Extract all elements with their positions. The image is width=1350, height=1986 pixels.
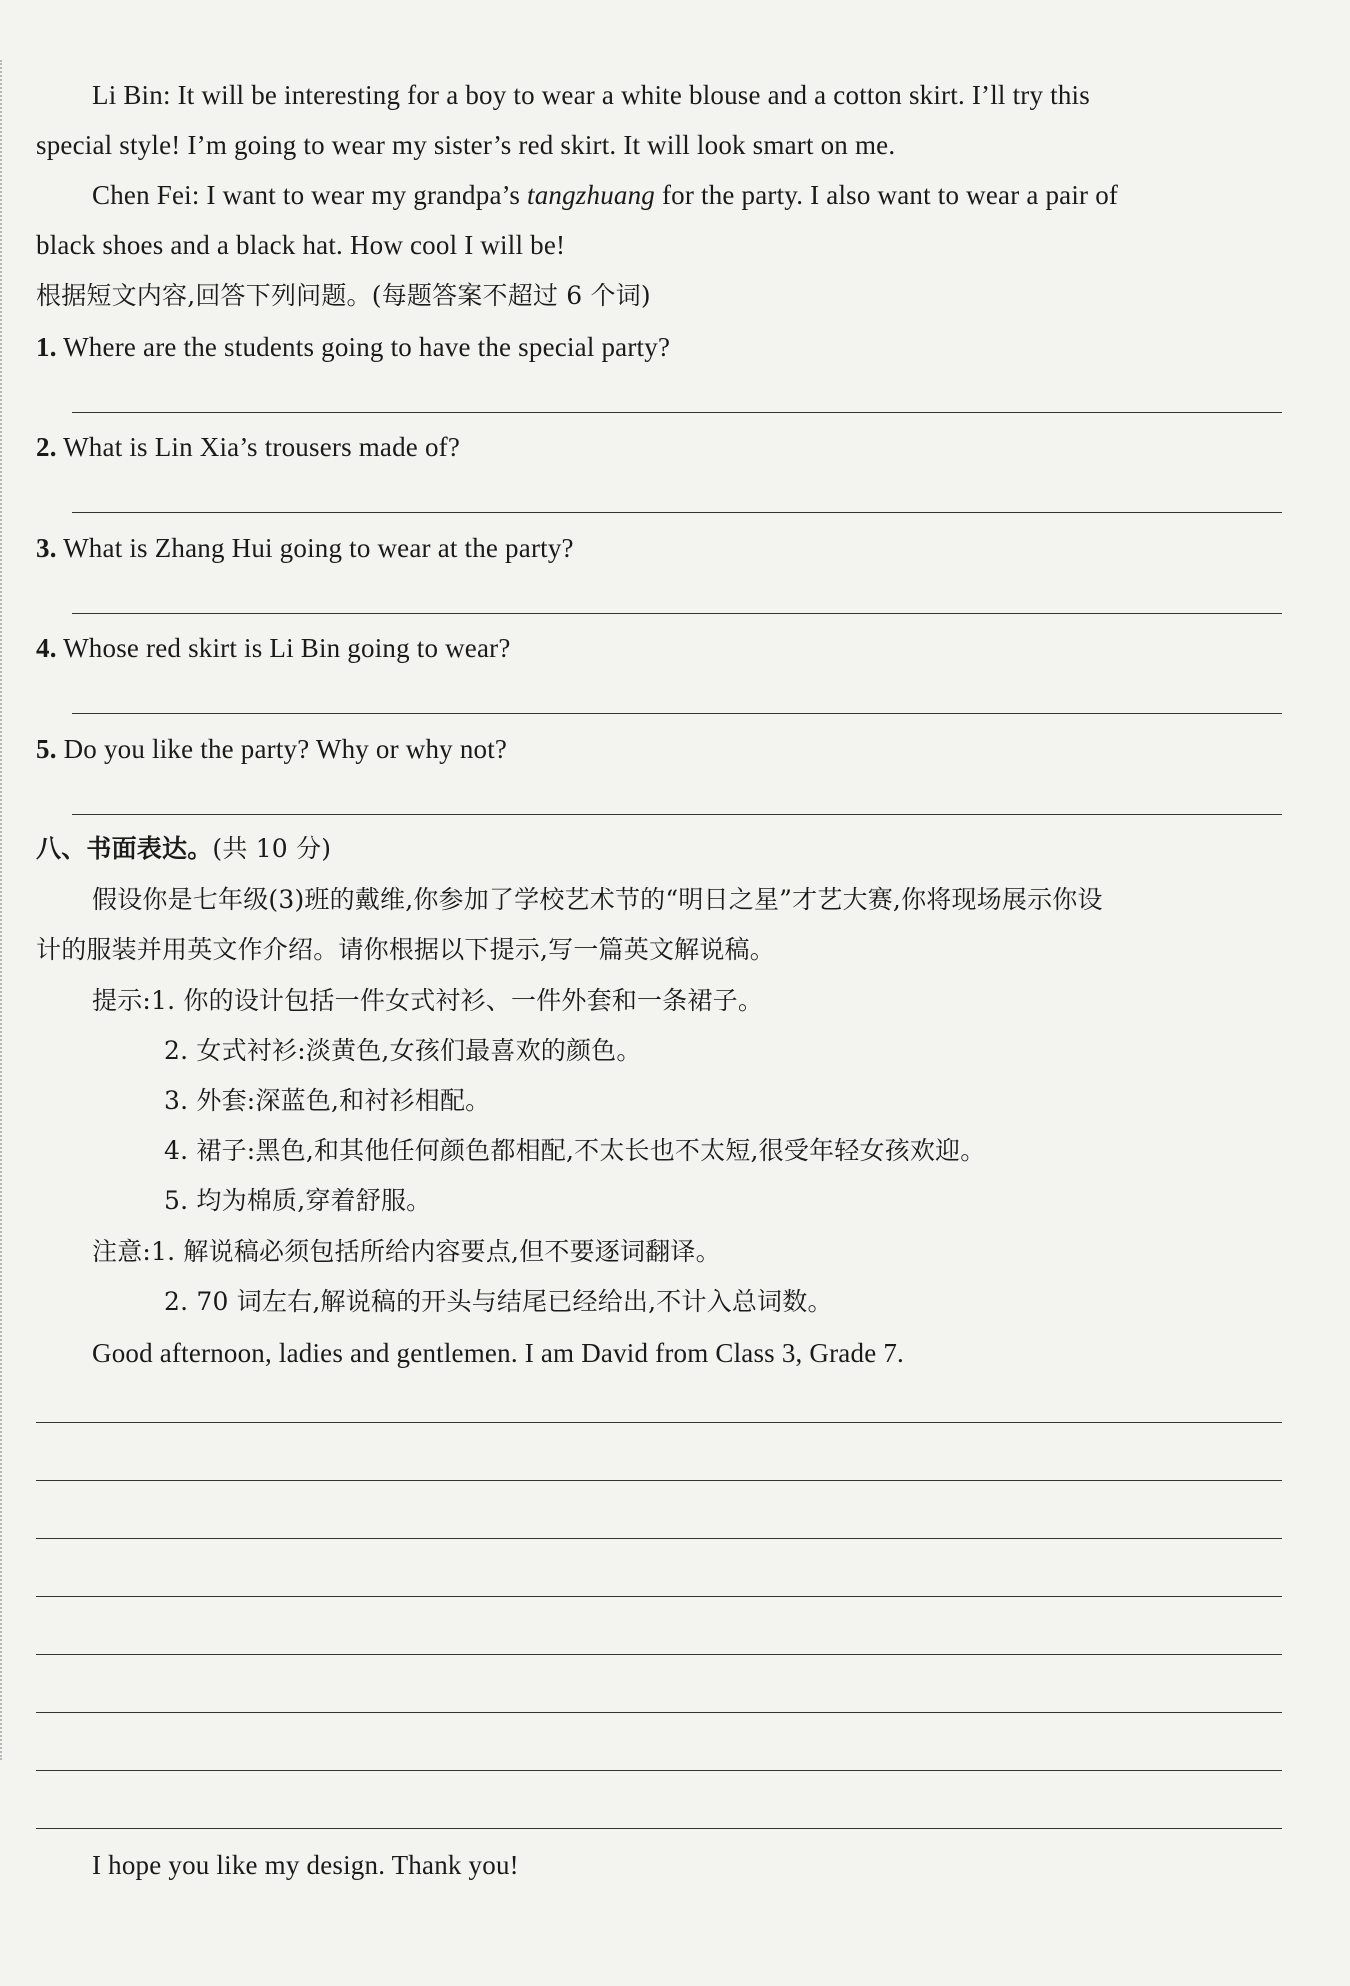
passage-chen-fei-line1 bbox=[92, 178, 1118, 212]
note-text: 1. 解说稿必须包括所给内容要点,但不要逐词翻译。 bbox=[151, 1237, 721, 1266]
writing-line-3[interactable] bbox=[36, 1538, 1282, 1539]
question-number: 1. bbox=[36, 332, 57, 362]
question-4 bbox=[36, 631, 511, 665]
hint-3: 3. 外套:深蓝色,和衬衫相配。 bbox=[164, 1086, 491, 1115]
hint-text: 1. 你的设计包括一件女式衬衫、一件外套和一条裙子。 bbox=[151, 986, 764, 1015]
question-text: Where are the students going to have the special party? bbox=[63, 332, 671, 362]
question-number: 4. bbox=[36, 633, 57, 663]
writing-line-8[interactable] bbox=[36, 1828, 1282, 1829]
writing-line-2[interactable] bbox=[36, 1480, 1282, 1481]
essay-opening: Good afternoon, ladies and gentlemen. I am David from Class 3, Grade 7. bbox=[92, 1338, 904, 1368]
question-number: 2. bbox=[36, 432, 57, 462]
essay-closing: I hope you like my design. Thank you! bbox=[92, 1850, 519, 1880]
answer-line-2[interactable] bbox=[72, 512, 1282, 513]
writing-line-4[interactable] bbox=[36, 1596, 1282, 1597]
answer-line-4[interactable] bbox=[72, 713, 1282, 714]
hint-4: 4. 裙子:黑色,和其他任何颜色都相配,不太长也不太短,很受年轻女孩欢迎。 bbox=[164, 1136, 986, 1165]
writing-line-6[interactable] bbox=[36, 1712, 1282, 1713]
passage-chen-fei-italic: tangzhuang bbox=[527, 180, 656, 210]
writing-line-1[interactable] bbox=[36, 1422, 1282, 1423]
questions-instructions: 根据短文内容,回答下列问题。(每题答案不超过 6 个词) bbox=[36, 281, 651, 310]
section8-score: (共 10 分) bbox=[212, 834, 332, 863]
section8-prompt-line1: 假设你是七年级(3)班的戴维,你参加了学校艺术节的“明日之星”才艺大赛,你将现场展示你设 bbox=[92, 885, 1103, 914]
question-3 bbox=[36, 531, 574, 565]
page-edge-divider bbox=[0, 60, 6, 1760]
hint-2: 2. 女式衬衫:淡黄色,女孩们最喜欢的颜色。 bbox=[164, 1036, 642, 1065]
passage-chen-fei-line2: black shoes and a black hat. How cool I will be! bbox=[36, 230, 566, 260]
question-5 bbox=[36, 732, 507, 766]
passage-li-bin-line2: special style! I’m going to wear my sister’s red skirt. It will look smart on me. bbox=[36, 130, 896, 160]
question-2 bbox=[36, 430, 460, 464]
passage-chen-fei-text-a: Chen Fei: I want to wear my grandpa’s bbox=[92, 180, 527, 210]
writing-line-7[interactable] bbox=[36, 1770, 1282, 1771]
section8-heading bbox=[36, 832, 331, 866]
writing-line-5[interactable] bbox=[36, 1654, 1282, 1655]
section8-title: 八、书面表达。 bbox=[36, 834, 213, 863]
answer-line-1[interactable] bbox=[72, 412, 1282, 413]
passage-chen-fei-text-b: for the party. I also want to wear a pair of bbox=[655, 180, 1119, 210]
question-1 bbox=[36, 330, 670, 364]
hints-label: 提示: bbox=[92, 986, 152, 1015]
question-text: What is Zhang Hui going to wear at the party? bbox=[63, 533, 574, 563]
note-2: 2. 70 词左右,解说稿的开头与结尾已经给出,不计入总词数。 bbox=[164, 1287, 833, 1316]
question-text: Whose red skirt is Li Bin going to wear? bbox=[63, 633, 511, 663]
question-number: 3. bbox=[36, 533, 57, 563]
section8-prompt-line2: 计的服装并用英文作介绍。请你根据以下提示,写一篇英文解说稿。 bbox=[36, 935, 775, 964]
answer-line-5[interactable] bbox=[72, 814, 1282, 815]
passage-li-bin-line1: Li Bin: It will be interesting for a boy to wear a white blouse and a cotton skirt. I’ll try this bbox=[92, 80, 1090, 110]
answer-line-3[interactable] bbox=[72, 613, 1282, 614]
question-text: Do you like the party? Why or why not? bbox=[63, 734, 508, 764]
note-1 bbox=[92, 1235, 721, 1269]
hint-1 bbox=[92, 984, 763, 1018]
notes-label: 注意: bbox=[92, 1237, 152, 1266]
question-number: 5. bbox=[36, 734, 57, 764]
hint-5: 5. 均为棉质,穿着舒服。 bbox=[164, 1186, 432, 1215]
question-text: What is Lin Xia’s trousers made of? bbox=[63, 432, 461, 462]
